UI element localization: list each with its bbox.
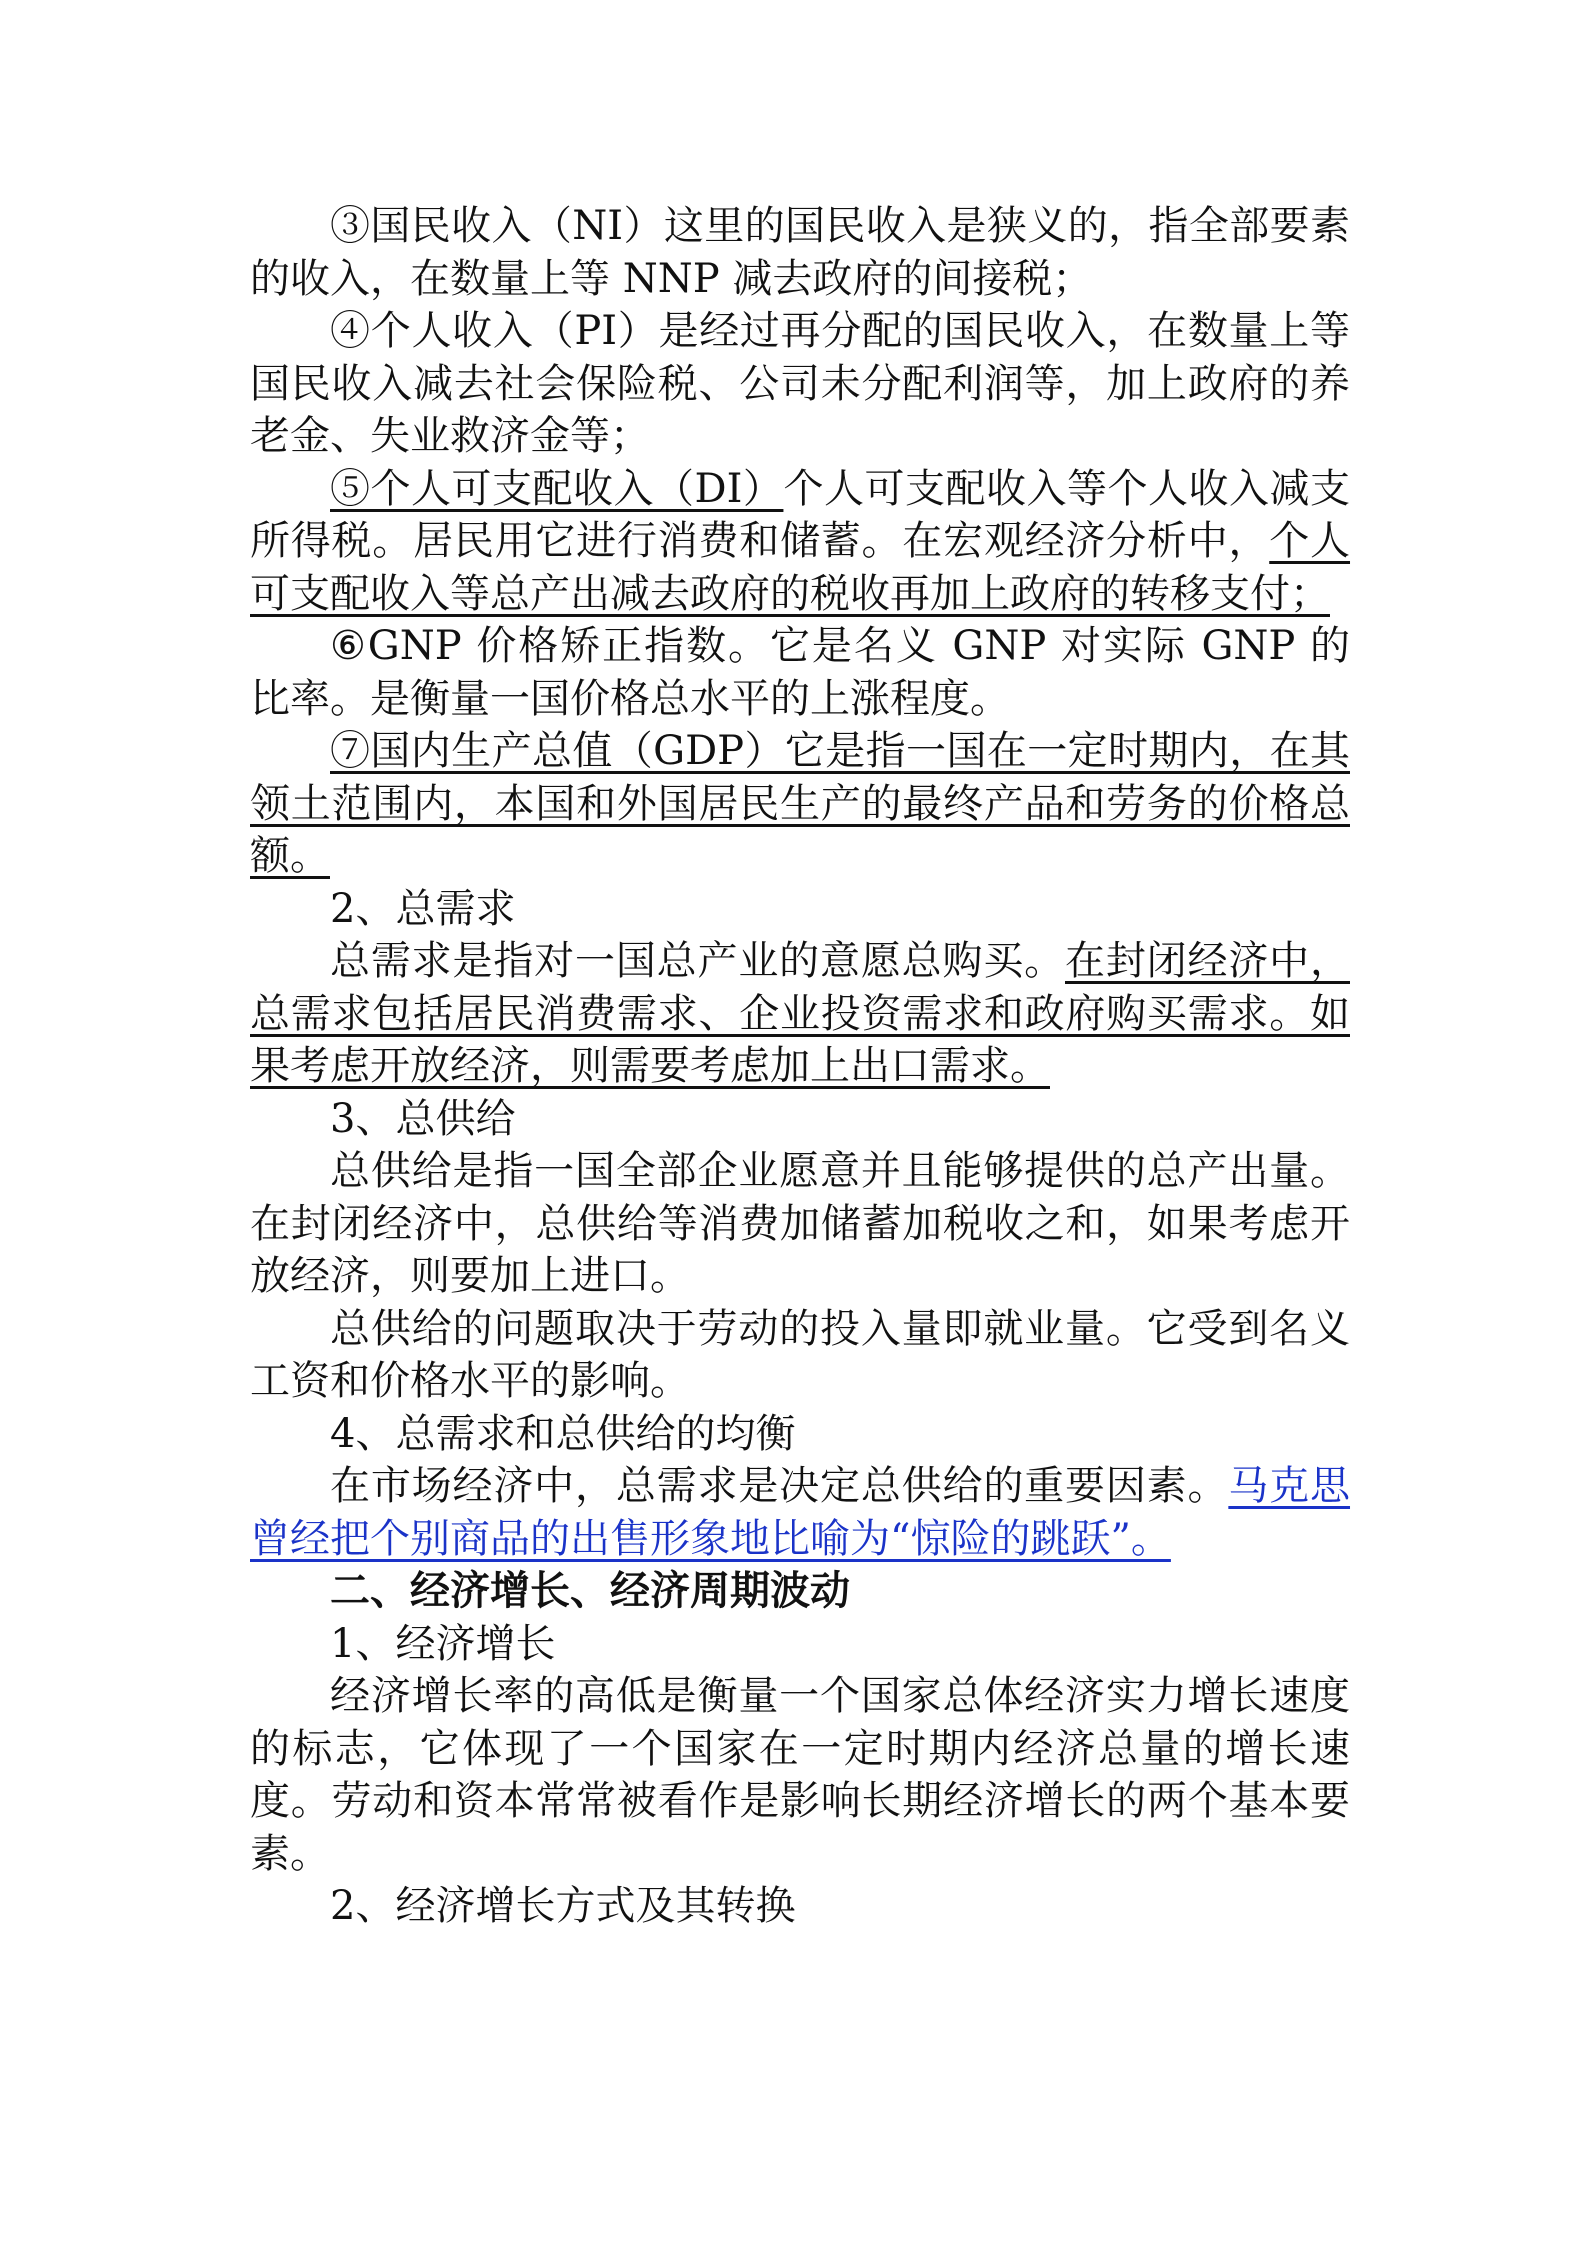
body-text: 个人可支配收入等个人收入减支所得税。居民用它进行消费和储蓄。在宏观经济分析中， [250, 465, 1351, 564]
paragraph [250, 1670, 1350, 1880]
paragraph [250, 1460, 1350, 1565]
underlined-text: 在封闭经济中，总需求包括居民消费需求、企业投资需求和政府购买需求。如果考虑开放经济，则需要考虑加上出口需求。 [250, 938, 1350, 1089]
hyperlink-text[interactable]: 马克思曾经把个别商品的出售形象地比喻为“惊险的跳跃”。 [250, 1463, 1351, 1562]
body-text: 3、总供给 [330, 1095, 516, 1142]
underlined-text: ⑤个人可支配收入（DI） [330, 465, 784, 512]
paragraph [250, 620, 1350, 725]
body-text: 1、经济增长 [330, 1620, 556, 1667]
body-text: 4、总需求和总供给的均衡 [330, 1410, 796, 1457]
body-text: 总需求是指对一国总产业的意愿总购买。 [330, 938, 1065, 984]
paragraph [250, 883, 1350, 936]
body-text: 总供给是指一国全部企业愿意并且能够提供的总产出量。在封闭经济中，总供给等消费加储蓄加税收之和，如果考虑开放经济，则要加上进口。 [250, 1148, 1350, 1299]
body-text: 总供给的问题取决于劳动的投入量即就业量。它受到名义工资和价格水平的影响。 [250, 1305, 1350, 1404]
paragraph [250, 1145, 1350, 1303]
body-text: ④个人收入（PI）是经过再分配的国民收入，在数量上等国民收入减去社会保险税、公司未分配利润等，加上政府的养老金、失业救济金等； [250, 308, 1350, 459]
document-page [250, 200, 1350, 1933]
body-text: 经济增长率的高低是衡量一个国家总体经济实力增长速度的标志，它体现了一个国家在一定时期内经济总量的增长速度。劳动和资本常常被看作是影响长期经济增长的两个基本要素。 [250, 1673, 1350, 1877]
paragraph [250, 463, 1350, 621]
underlined-text: 个人可支配收入等总产出减去政府的税收再加上政府的转移支付； [250, 518, 1351, 617]
section-heading: 二、经济增长、经济周期波动 [330, 1567, 850, 1614]
paragraph [250, 1880, 1350, 1933]
body-text: 2、总需求 [330, 885, 516, 932]
body-text: 在市场经济中，总需求是决定总供给的重要因素。 [330, 1463, 1229, 1509]
paragraph [250, 200, 1350, 305]
paragraph [250, 725, 1350, 883]
paragraph [250, 1303, 1350, 1408]
body-text: ③国民收入（NI）这里的国民收入是狭义的，指全部要素的收入，在数量上等 NNP 减去政府的间接税； [250, 203, 1350, 302]
paragraph [250, 305, 1350, 463]
underlined-text: ⑦国内生产总值（GDP）它是指一国在一定时期内，在其领土范围内，本国和外国居民生产的最终产品和劳务的价格总额。 [250, 728, 1350, 879]
paragraph [250, 1565, 1350, 1618]
paragraph [250, 1093, 1350, 1146]
paragraph [250, 1408, 1350, 1461]
paragraph [250, 1618, 1350, 1671]
paragraph [250, 935, 1350, 1093]
body-text: 2、经济增长方式及其转换 [330, 1883, 796, 1929]
body-text: ⑥GNP 价格矫正指数。它是名义 GNP 对实际 GNP 的比率。是衡量一国价格总水平的上涨程度。 [250, 623, 1350, 722]
